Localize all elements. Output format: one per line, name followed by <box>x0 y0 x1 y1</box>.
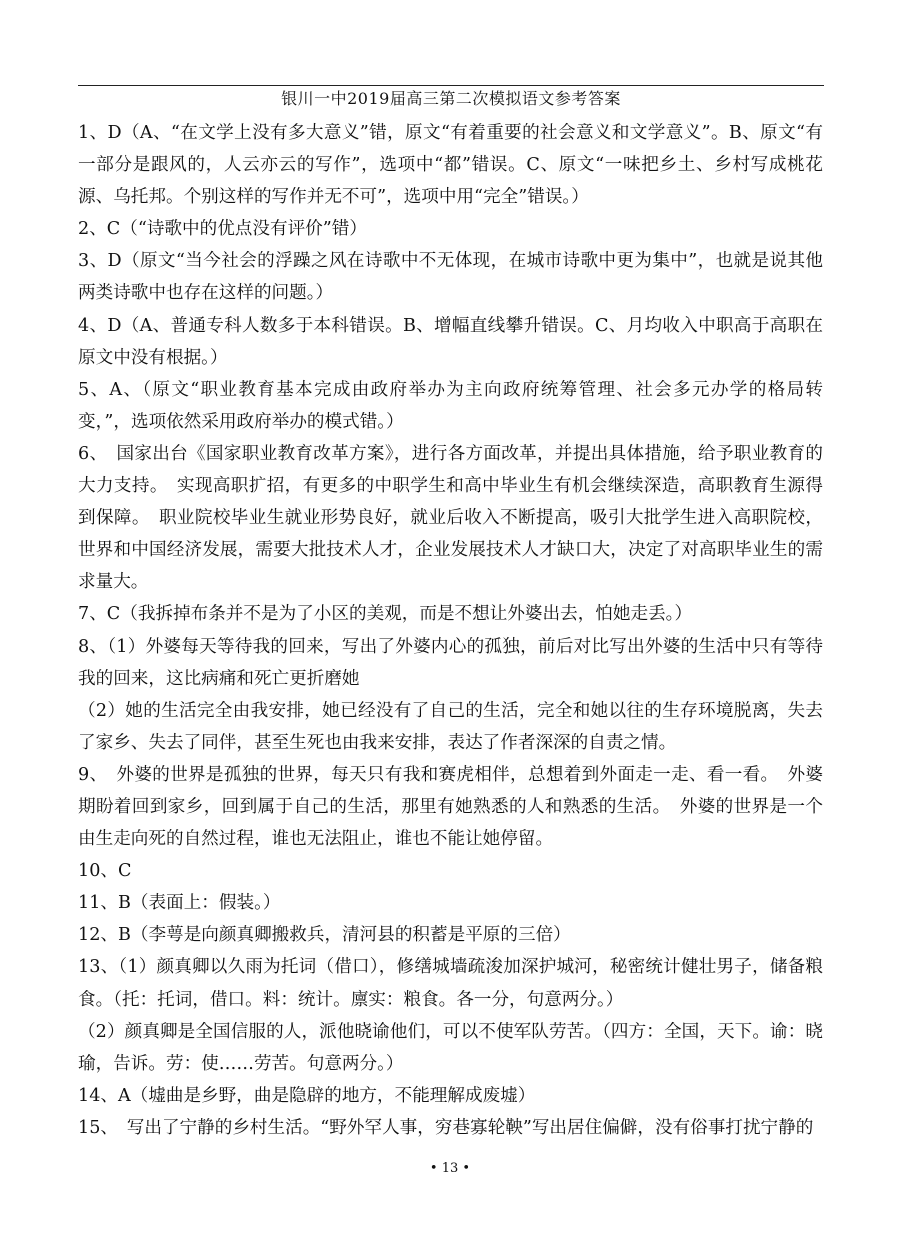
answer-8-part1: 8、（1）外婆每天等待我的回来，写出了外婆内心的孤独，前后对比写出外婆的生活中只有等待我的回来，这比病痛和死亡更折磨她 <box>78 636 823 689</box>
answer-4: 4、D（A、普通专科人数多于本科错误。B、增幅直线攀升错误。C、月均收入中职高于高职在原文中没有根据。） <box>78 315 823 368</box>
answer-12: 12、B（李萼是向颜真卿搬救兵，清河县的积蓄是平原的三倍） <box>78 925 571 946</box>
answer-body <box>78 117 823 1144</box>
answer-3: 3、D（原文“当今社会的浮躁之风在诗歌中不无体现，在城市诗歌中更为集中”，也就是说其他两类诗歌中也存在这样的问题。） <box>78 251 823 304</box>
answer-10: 10、C <box>78 861 132 882</box>
answer-13-part1: 13、（1）颜真卿以久雨为托词（借口），修缮城墙疏浚加深护城河，秘密统计健壮男子，储备粮食。（托：托词，借口。料：统计。廪实：粮食。各一分，句意两分。） <box>78 957 823 1010</box>
header-rule <box>78 85 824 86</box>
answer-15: 15、 写出了宁静的乡村生活。“野外罕人事，穷巷寡轮鞅”写出居住偏僻，没有俗事打扰宁静的 <box>78 1117 814 1138</box>
answer-8-part2: （2）她的生活完全由我安排，她已经没有了自己的生活，完全和她以往的生存环境脱离，失去了家乡、失去了同伴，甚至生死也由我来安排，表达了作者深深的自责之情。 <box>78 700 823 753</box>
page-title: 银川一中2019届高三第二次模拟语文参考答案 <box>281 89 621 108</box>
answer-6: 6、 国家出台《国家职业教育改革方案》，进行各方面改革，并提出具体措施，给予职业教育的大力支持。 实现高职扩招，有更多的中职学生和高中毕业生有机会继续深造，高职教育生源得到保障。 职业院校毕业生就业形势良好，就业后收入不断提高，吸引大批学生进入高职院校，世界和中国经济发展，需要大批技术人才，企业发展技术人才缺口大，决定了对高职毕业生的需求量大。 <box>78 443 823 593</box>
answer-13-part2: （2）颜真卿是全国信服的人，派他晓谕他们，可以不使军队劳苦。（四方：全国，天下。谕：晓瑜，告诉。劳：使……劳苦。句意两分。） <box>78 1021 823 1074</box>
answer-5: 5、A、（原文“职业教育基本完成由政府举办为主向政府统筹管理、社会多元办学的格局转变，”，选项依然采用政府举办的模式错。） <box>78 379 823 432</box>
answer-2: 2、C（“诗歌中的优点没有评价”错） <box>78 219 367 240</box>
answer-1: 1、D（A、“在文学上没有多大意义”错，原文“有着重要的社会意义和文学意义”。B、原文“有一部分是跟风的，人云亦云的写作”，选项中“都”错误。C、原文“一味把乡土、乡村写成桃花源、乌托邦。个别这样的写作并无不可”，选项中用“完全”错误。） <box>78 123 823 208</box>
answer-11: 11、B（表面上：假装。） <box>78 893 281 914</box>
answer-14: 14、A（墟曲是乡野，曲是隐辟的地方，不能理解成废墟） <box>78 1085 536 1106</box>
answer-7: 7、C（我拆掉布条并不是为了小区的美观，而是不想让外婆出去，怕她走丢。） <box>78 604 693 625</box>
page-number: • 13 • <box>429 1161 471 1176</box>
answer-9: 9、 外婆的世界是孤独的世界，每天只有我和赛虎相伴，总想着到外面走一走、看一看。 外婆期盼着回到家乡，回到属于自己的生活，那里有她熟悉的人和熟悉的生活。 外婆的世界是一个由生走向死的自然过程，谁也无法阻止，谁也不能让她停留。 <box>78 764 823 850</box>
